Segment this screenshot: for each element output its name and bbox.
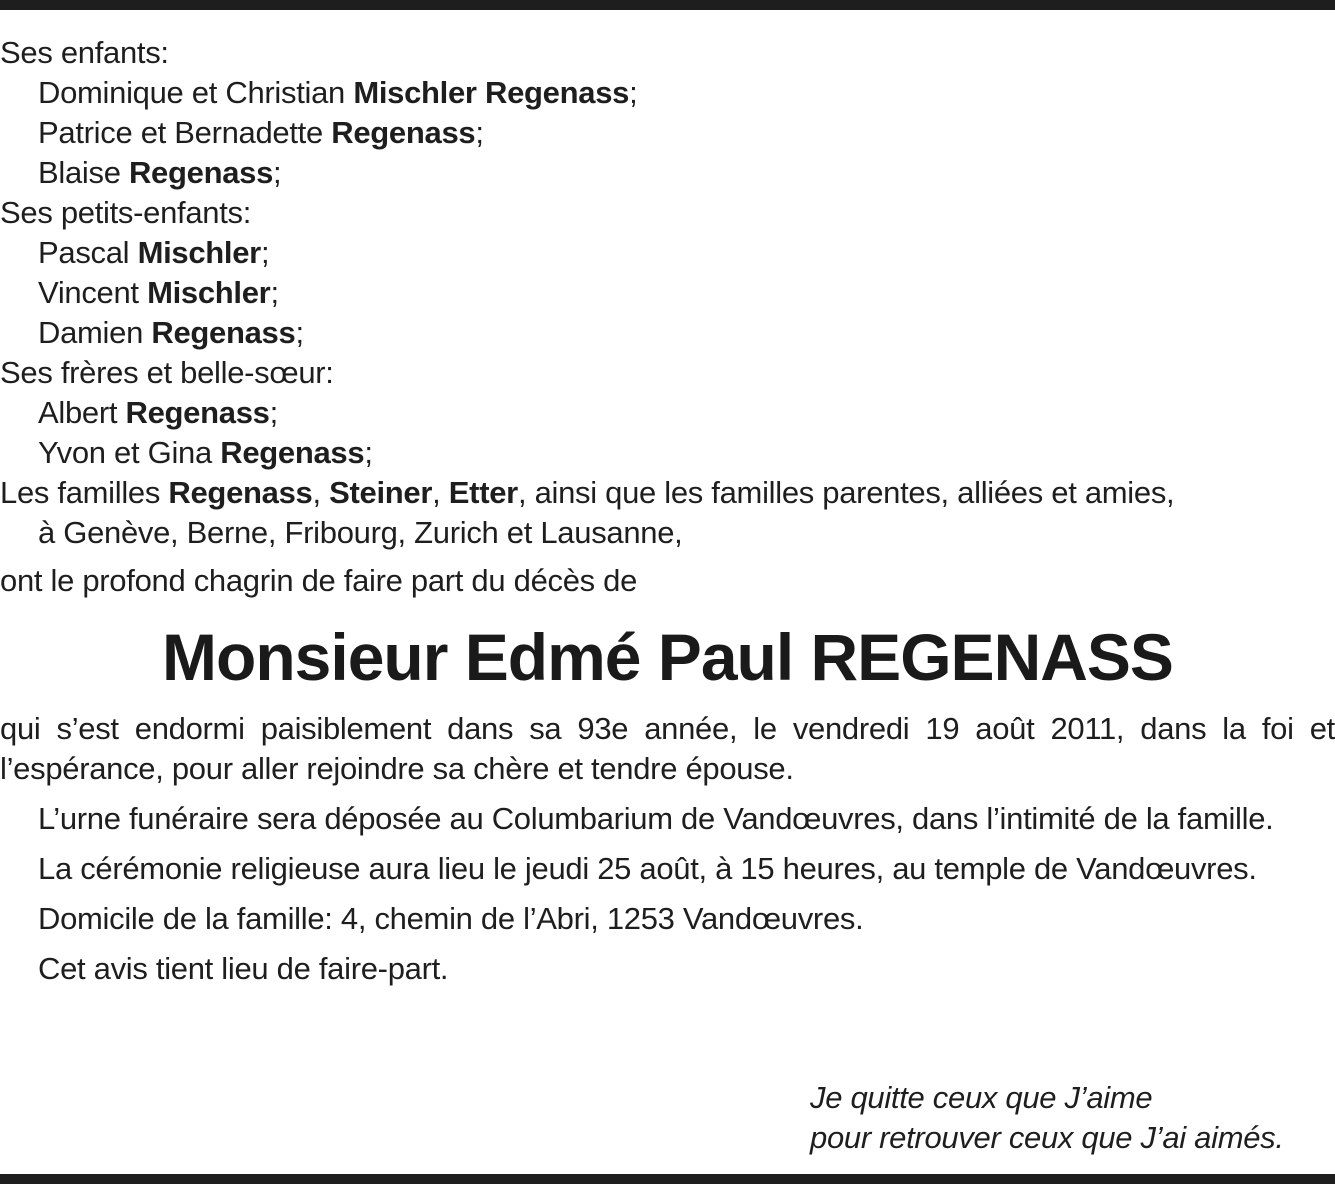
ceremony-paragraph: La cérémonie religieuse aura lieu le jeudi 25 août, à 15 heures, au temple de Vandœuvres. <box>38 851 1257 886</box>
sibling-surname: Regenass <box>220 435 365 470</box>
grandchild-surname: Regenass <box>151 315 296 350</box>
grandchild-entry <box>0 233 1335 273</box>
entry-separator: ; <box>364 435 373 470</box>
families-prefix: Les familles <box>0 475 161 510</box>
urn-paragraph: L’urne funéraire sera déposée au Columbarium de Vandœuvres, dans l’intimité de la famille. <box>38 801 1274 836</box>
siblings-heading: Ses frères et belle-sœur: <box>0 355 334 390</box>
sibling-entry <box>0 433 1335 473</box>
family-name: Regenass <box>168 475 313 510</box>
child-entry <box>0 73 1335 113</box>
entry-separator: ; <box>629 75 638 110</box>
child-given-names: Blaise <box>38 155 121 190</box>
child-surname: Regenass <box>331 115 476 150</box>
child-entry <box>0 113 1335 153</box>
family-name: Etter <box>448 475 518 510</box>
children-heading: Ses enfants: <box>0 35 169 70</box>
grandchild-given-name: Pascal <box>38 235 130 270</box>
entry-separator: ; <box>295 315 304 350</box>
sibling-surname: Regenass <box>125 395 270 430</box>
entry-separator: ; <box>270 275 279 310</box>
entry-separator: , <box>432 475 441 510</box>
quote-line: Je quitte ceux que J’aime <box>810 1080 1153 1115</box>
entry-separator: ; <box>260 235 270 270</box>
grandchild-given-name: Damien <box>38 315 144 350</box>
announcement: ont le profond chagrin de faire part du décès de <box>0 563 638 598</box>
grandchild-entry <box>0 273 1335 313</box>
child-given-names: Dominique et Christian <box>38 75 345 110</box>
child-surname: Mischler Regenass <box>353 75 630 110</box>
grandchild-given-name: Vincent <box>38 275 139 310</box>
bottom-rule <box>0 1174 1335 1184</box>
sibling-given-name: Yvon et Gina <box>38 435 212 470</box>
entry-separator: ; <box>475 115 484 150</box>
deceased-name: Monsieur Edmé Paul REGENASS <box>162 620 1173 694</box>
passing-paragraph: qui s’est endormi paisiblement dans sa 93e année, le vendredi 19 août 2011, dans la foi et l’espérance, pour aller rejoindre sa chère et tendre épouse. <box>0 711 1335 786</box>
notice-paragraph: Cet avis tient lieu de faire-part. <box>38 951 449 986</box>
families-line <box>0 473 1335 513</box>
sibling-given-name: Albert <box>38 395 118 430</box>
child-entry <box>0 153 1335 193</box>
entry-separator: ; <box>269 395 278 430</box>
grandchild-surname: Mischler <box>137 235 261 270</box>
epitaph-quote <box>810 1078 1284 1158</box>
entry-separator: ; <box>273 155 282 190</box>
sibling-entry <box>0 393 1335 433</box>
grandchild-surname: Mischler <box>147 275 271 310</box>
quote-line: pour retrouver ceux que J’ai aimés. <box>810 1120 1284 1155</box>
families-suffix: , ainsi que les familles parentes, alliées et amies, <box>517 475 1175 510</box>
death-notice <box>0 33 1335 989</box>
domicile-paragraph: Domicile de la famille: 4, chemin de l’Abri, 1253 Vandœuvres. <box>38 901 864 936</box>
top-rule <box>0 0 1335 10</box>
families-places: à Genève, Berne, Fribourg, Zurich et Lausanne, <box>38 515 683 550</box>
grandchildren-heading: Ses petits-enfants: <box>0 195 252 230</box>
grandchild-entry <box>0 313 1335 353</box>
child-given-names: Patrice et Bernadette <box>38 115 323 150</box>
family-name: Steiner <box>329 475 433 510</box>
child-surname: Regenass <box>128 155 274 190</box>
entry-separator: , <box>312 475 321 510</box>
